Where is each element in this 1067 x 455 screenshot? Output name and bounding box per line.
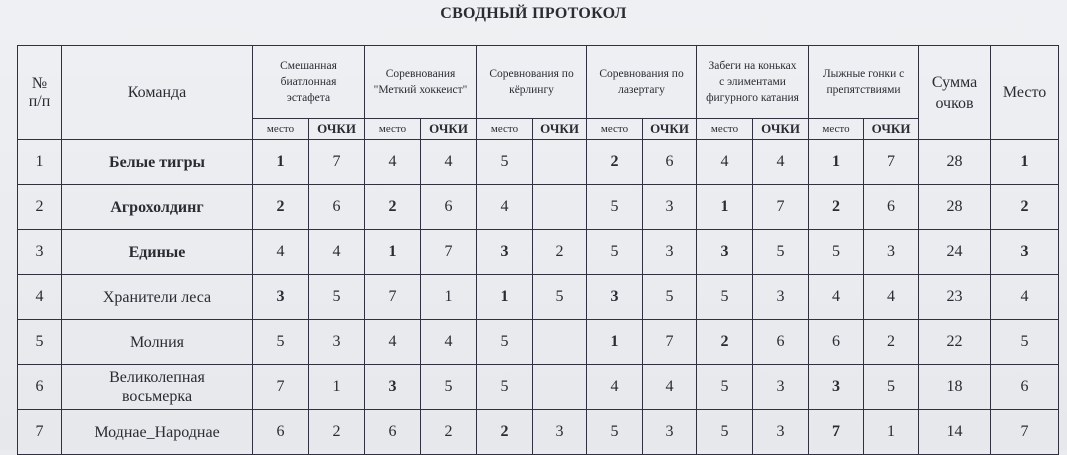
cell-mesto: 4 [809, 275, 864, 320]
cell-mesto: 4 [365, 140, 421, 185]
cell-mesto: 3 [809, 365, 864, 410]
cell-place: 1 [991, 140, 1059, 185]
comp-line: Соревнования по [599, 68, 684, 80]
team-name-line1: Моднае_Народнае [94, 423, 220, 441]
table-row [18, 410, 1059, 455]
cell-ochki [533, 365, 587, 410]
row-number: 5 [18, 320, 62, 365]
cell-mesto: 5 [587, 230, 643, 275]
comp-line: с элиментами [719, 76, 786, 88]
cell-ochki: 3 [643, 230, 697, 275]
header-number-line2: п/п [28, 92, 51, 110]
team-name [62, 185, 253, 230]
comp-line: биатлонная [280, 76, 337, 88]
header-competition-biathlon [253, 46, 365, 119]
team-name-line1: Агрохолдинг [110, 198, 204, 216]
cell-ochki: 2 [309, 410, 365, 455]
cell-ochki: 4 [643, 365, 697, 410]
team-name [62, 275, 253, 320]
team-name-line1: Великолепная [109, 369, 205, 386]
cell-ochki: 4 [753, 140, 809, 185]
header-number-line1: № [31, 74, 48, 92]
subheader-mesto: место [809, 119, 864, 140]
cell-ochki [533, 140, 587, 185]
row-number: 3 [18, 230, 62, 275]
header-competition-curling [477, 46, 587, 119]
team-name-line1: Молния [129, 333, 185, 351]
cell-mesto: 4 [477, 185, 533, 230]
cell-mesto: 2 [365, 185, 421, 230]
cell-place: 7 [991, 410, 1059, 455]
header-competition-hockey [365, 46, 477, 119]
cell-place: 3 [991, 230, 1059, 275]
cell-ochki: 4 [421, 320, 477, 365]
subheader-mesto: место [587, 119, 643, 140]
cell-ochki: 1 [421, 275, 477, 320]
cell-ochki: 1 [864, 410, 919, 455]
comp-line: Смешанная [280, 60, 337, 72]
row-number: 6 [18, 365, 62, 410]
cell-mesto: 5 [697, 365, 753, 410]
cell-ochki: 5 [864, 365, 919, 410]
comp-line: лазертагу [618, 84, 665, 96]
cell-ochki: 4 [864, 275, 919, 320]
cell-ochki: 2 [421, 410, 477, 455]
cell-ochki: 2 [864, 320, 919, 365]
cell-mesto: 1 [587, 320, 643, 365]
cell-ochki [533, 185, 587, 230]
cell-mesto: 3 [697, 230, 753, 275]
cell-ochki: 4 [309, 230, 365, 275]
subheader-ochki: ОЧКИ [864, 119, 919, 140]
cell-mesto: 7 [809, 410, 864, 455]
cell-ochki: 5 [643, 275, 697, 320]
comp-line: фигурного катания [706, 92, 799, 104]
table-row [18, 230, 1059, 275]
cell-mesto: 5 [697, 275, 753, 320]
comp-line: эстафета [286, 92, 331, 104]
cell-ochki: 5 [309, 275, 365, 320]
comp-line: Соревнования по [489, 68, 574, 80]
cell-ochki: 3 [643, 410, 697, 455]
team-name-line2: восьмерка [121, 388, 193, 405]
header-sum-line2: очков [935, 94, 974, 112]
cell-place: 2 [991, 185, 1059, 230]
table-row [18, 140, 1059, 185]
cell-mesto: 2 [697, 320, 753, 365]
page-title: СВОДНЫЙ ПРОТОКОЛ [440, 5, 627, 22]
cell-ochki: 2 [533, 230, 587, 275]
cell-mesto: 2 [253, 185, 309, 230]
subheader-mesto: место [253, 119, 309, 140]
cell-ochki: 3 [309, 320, 365, 365]
cell-sum: 23 [919, 275, 991, 320]
cell-mesto: 1 [253, 140, 309, 185]
cell-mesto: 4 [365, 320, 421, 365]
cell-ochki: 6 [421, 185, 477, 230]
results-table [17, 45, 1059, 455]
cell-mesto: 5 [587, 185, 643, 230]
cell-ochki [533, 320, 587, 365]
cell-mesto: 2 [809, 185, 864, 230]
cell-mesto: 5 [587, 410, 643, 455]
header-number [18, 46, 62, 140]
cell-sum: 22 [919, 320, 991, 365]
subheader-mesto: место [697, 119, 753, 140]
row-number: 1 [18, 140, 62, 185]
cell-ochki: 3 [864, 230, 919, 275]
header-team: Команда [62, 46, 253, 140]
cell-sum: 24 [919, 230, 991, 275]
cell-ochki: 7 [421, 230, 477, 275]
team-name [62, 365, 253, 410]
cell-ochki: 7 [643, 320, 697, 365]
cell-place: 4 [991, 275, 1059, 320]
cell-ochki: 3 [753, 410, 809, 455]
table-row [18, 275, 1059, 320]
subheader-ochki: ОЧКИ [533, 119, 587, 140]
cell-ochki: 5 [533, 275, 587, 320]
header-sum-line1: Сумма [931, 73, 978, 91]
cell-sum: 28 [919, 140, 991, 185]
cell-mesto: 1 [477, 275, 533, 320]
cell-mesto: 2 [587, 140, 643, 185]
cell-mesto: 5 [253, 320, 309, 365]
cell-place: 6 [991, 365, 1059, 410]
cell-mesto: 1 [365, 230, 421, 275]
cell-mesto: 4 [697, 140, 753, 185]
table-row [18, 320, 1059, 365]
row-number: 7 [18, 410, 62, 455]
comp-line: Соревнования [385, 68, 456, 80]
cell-mesto: 5 [477, 365, 533, 410]
results-body [18, 140, 1059, 455]
subheader-mesto: место [477, 119, 533, 140]
comp-line: кёрлингу [509, 84, 554, 96]
cell-mesto: 6 [253, 410, 309, 455]
cell-ochki: 6 [309, 185, 365, 230]
subheader-ochki: ОЧКИ [421, 119, 477, 140]
cell-ochki: 3 [643, 185, 697, 230]
cell-mesto: 3 [253, 275, 309, 320]
team-name [62, 140, 253, 185]
cell-mesto: 2 [477, 410, 533, 455]
cell-sum: 14 [919, 410, 991, 455]
cell-mesto: 3 [477, 230, 533, 275]
cell-mesto: 3 [365, 365, 421, 410]
header-competition-skating [697, 46, 809, 119]
cell-mesto: 7 [365, 275, 421, 320]
cell-mesto: 6 [809, 320, 864, 365]
comp-line: Забеги на коньках [708, 60, 797, 72]
team-name-line1: Хранители леса [102, 288, 212, 306]
team-name-line1: Белые тигры [109, 153, 205, 171]
cell-ochki: 3 [533, 410, 587, 455]
subheader-mesto: место [365, 119, 421, 140]
comp-line: Лыжные гонки с [822, 68, 905, 80]
table-row [18, 185, 1059, 230]
cell-mesto: 7 [253, 365, 309, 410]
cell-mesto: 5 [697, 410, 753, 455]
subheader-ochki: ОЧКИ [753, 119, 809, 140]
header-competition-skiing [809, 46, 919, 119]
cell-ochki: 7 [309, 140, 365, 185]
subheader-ochki: ОЧКИ [309, 119, 365, 140]
team-name-line1: Единые [128, 243, 186, 261]
row-number: 2 [18, 185, 62, 230]
cell-ochki: 5 [421, 365, 477, 410]
cell-mesto: 4 [253, 230, 309, 275]
cell-mesto: 3 [587, 275, 643, 320]
comp-line: препятствиями [826, 84, 901, 96]
cell-ochki: 6 [643, 140, 697, 185]
cell-place: 5 [991, 320, 1059, 365]
cell-mesto: 1 [809, 140, 864, 185]
cell-ochki: 4 [421, 140, 477, 185]
comp-line: "Меткий хоккеист" [373, 84, 468, 96]
cell-mesto: 1 [697, 185, 753, 230]
team-name [62, 410, 253, 455]
cell-mesto: 4 [587, 365, 643, 410]
table-row [18, 365, 1059, 410]
cell-ochki: 6 [753, 320, 809, 365]
cell-mesto: 5 [809, 230, 864, 275]
cell-ochki: 6 [864, 185, 919, 230]
header-sum [919, 46, 991, 140]
cell-mesto: 5 [477, 140, 533, 185]
cell-ochki: 3 [753, 365, 809, 410]
cell-mesto: 6 [365, 410, 421, 455]
cell-ochki: 7 [864, 140, 919, 185]
cell-sum: 18 [919, 365, 991, 410]
cell-mesto: 5 [477, 320, 533, 365]
team-name [62, 320, 253, 365]
cell-ochki: 1 [309, 365, 365, 410]
cell-ochki: 7 [753, 185, 809, 230]
row-number: 4 [18, 275, 62, 320]
subheader-ochki: ОЧКИ [643, 119, 697, 140]
cell-ochki: 3 [753, 275, 809, 320]
team-name [62, 230, 253, 275]
header-place: Место [991, 46, 1059, 140]
header-competition-lasertag [587, 46, 697, 119]
cell-ochki: 5 [753, 230, 809, 275]
cell-sum: 28 [919, 185, 991, 230]
